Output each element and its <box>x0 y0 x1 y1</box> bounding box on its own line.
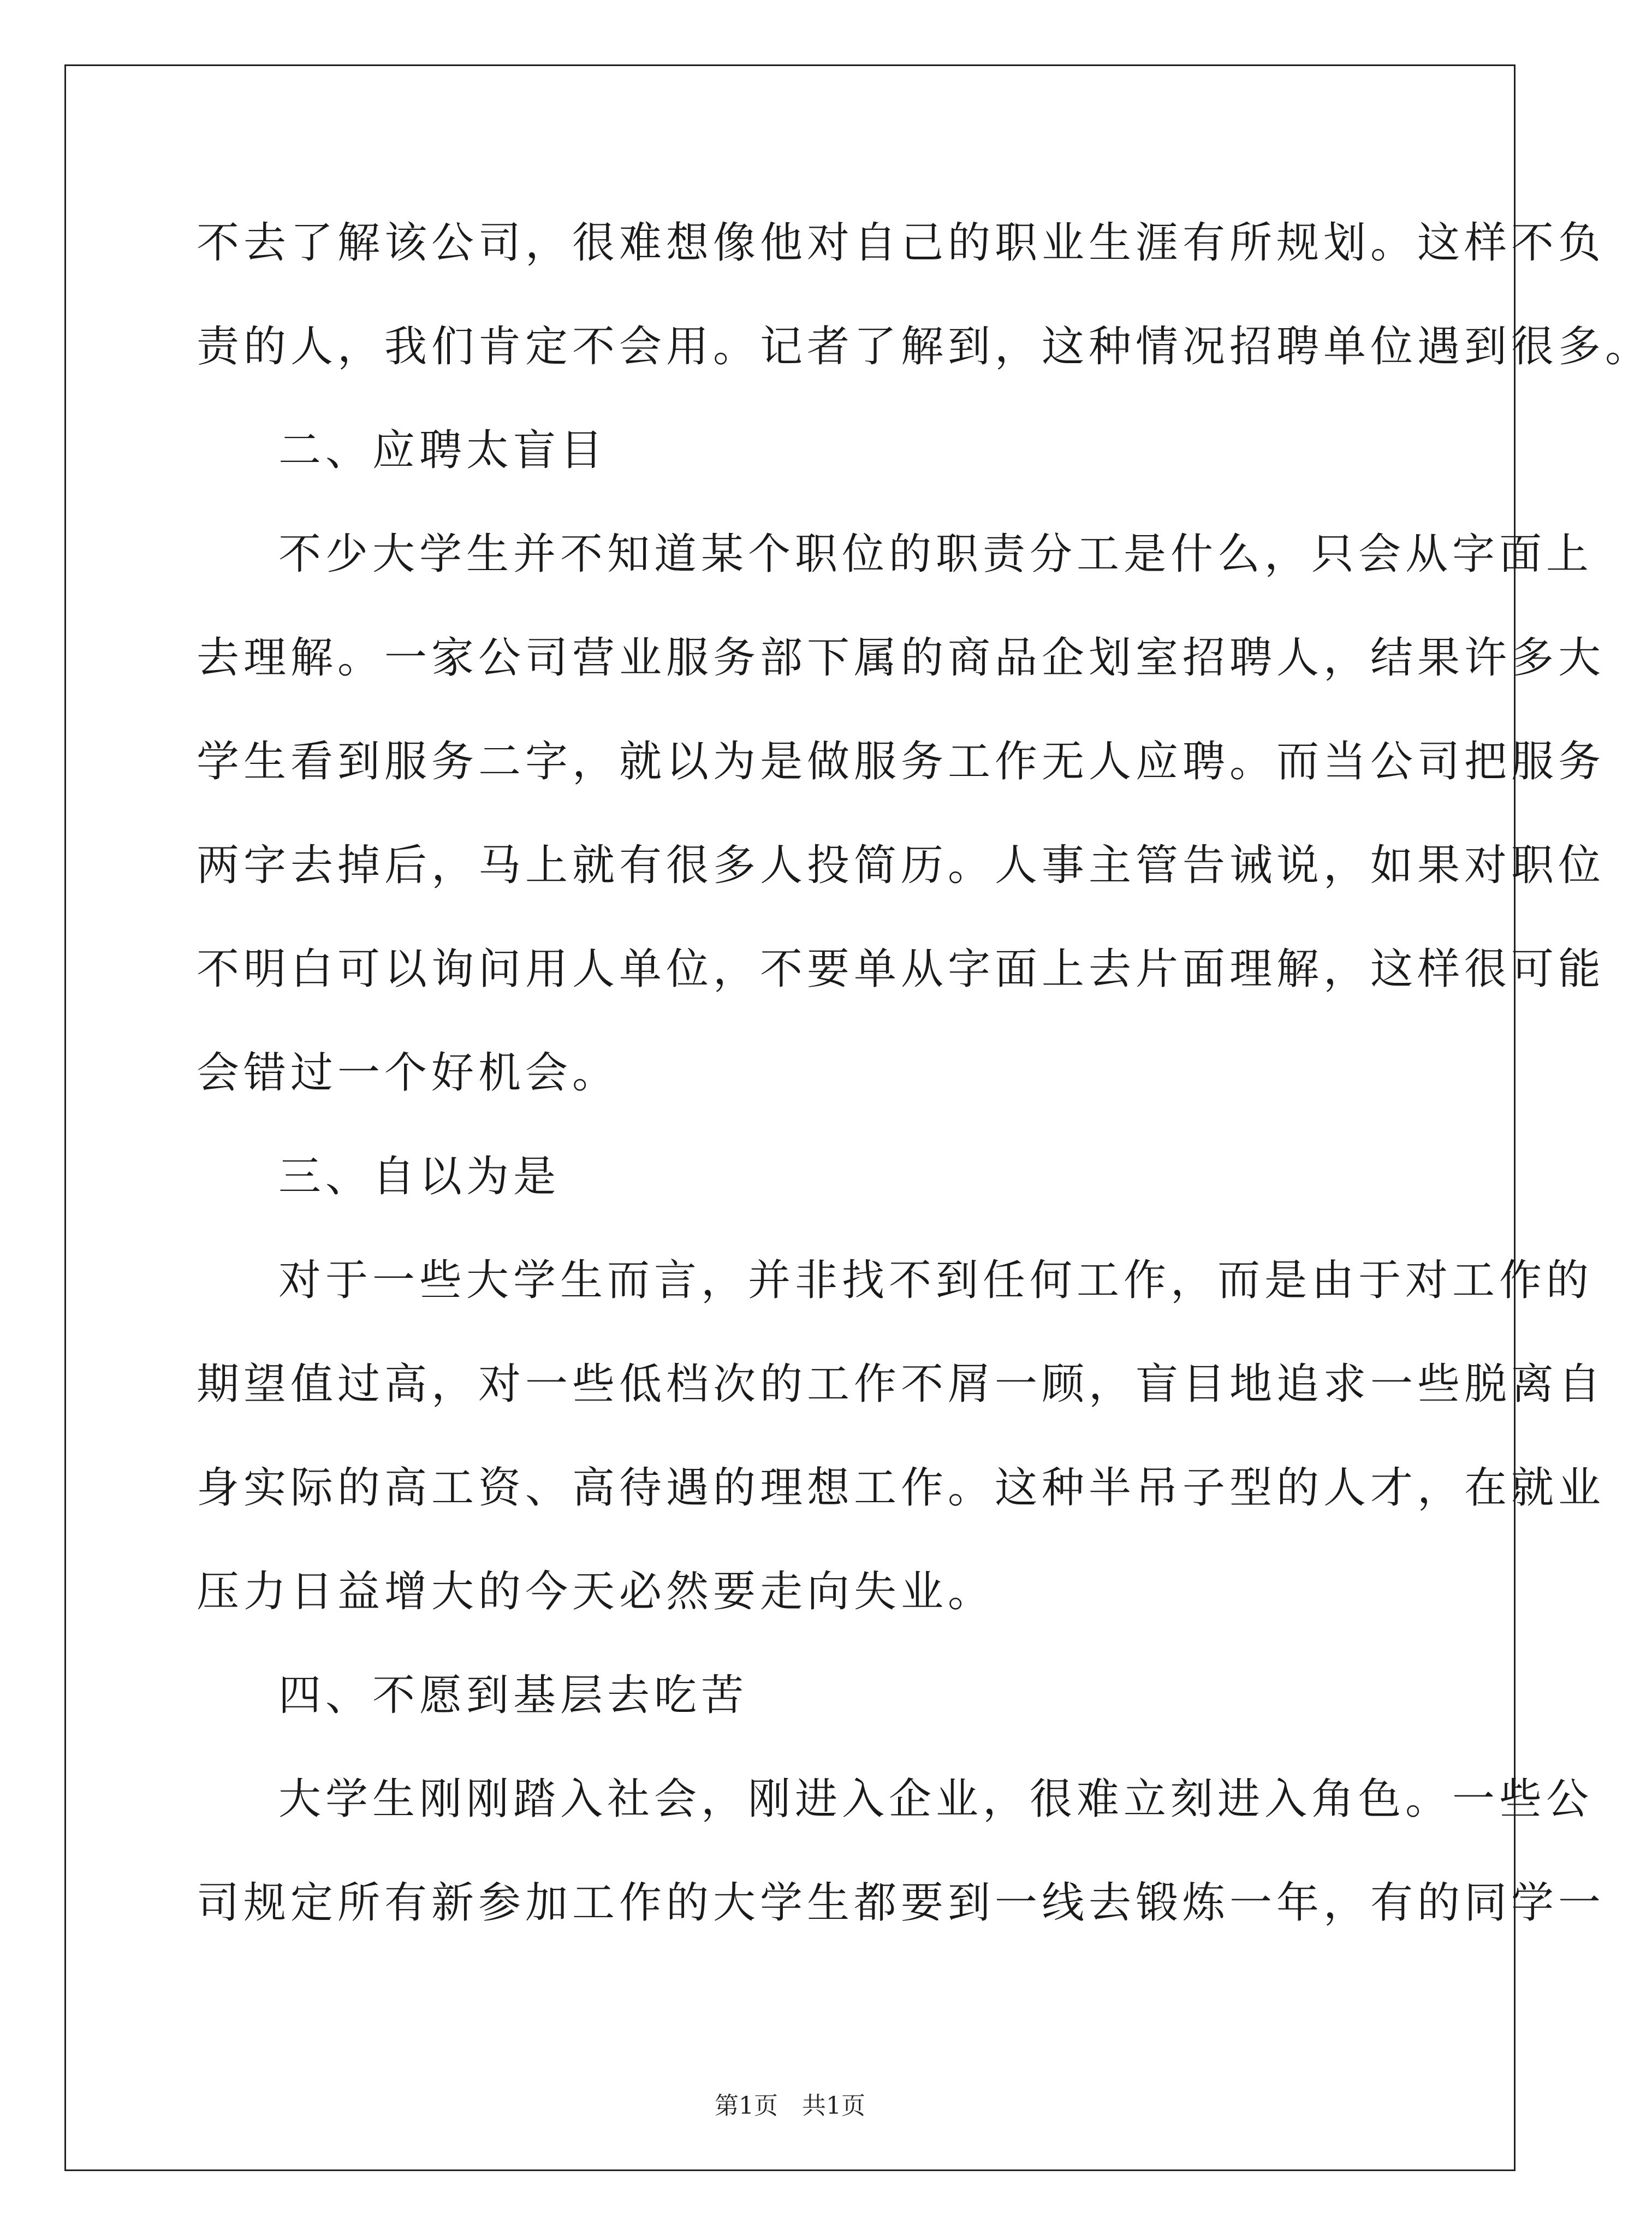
section-heading: 四、不愿到基层去吃苦 <box>278 1671 748 1720</box>
text-line: 去理解。一家公司营业服务部下属的商品企划室招聘人，结果许多大 <box>197 633 1606 683</box>
text-line: 不去了解该公司，很难想像他对自己的职业生涯有所规划。这样不负 <box>197 218 1606 268</box>
text-line: 不明白可以询问用人单位，不要单从字面上去片面理解，这样很可能 <box>197 945 1606 994</box>
text-line: 学生看到服务二字，就以为是做服务工作无人应聘。而当公司把服务 <box>197 737 1606 786</box>
text-line: 压力日益增大的今天必然要走向失业。 <box>197 1567 995 1616</box>
text-line: 司规定所有新参加工作的大学生都要到一线去锻炼一年，有的同学一 <box>197 1878 1606 1928</box>
text-line: 责的人，我们肯定不会用。记者了解到，这种情况招聘单位遇到很多。 <box>197 322 1652 371</box>
text-line: 身实际的高工资、高待遇的理想工作。这种半吊子型的人才，在就业 <box>197 1463 1606 1513</box>
text-line: 不少大学生并不知道某个职位的职责分工是什么，只会从字面上 <box>278 530 1594 579</box>
document-body <box>197 210 1652 1974</box>
text-line: 会错过一个好机会。 <box>197 1048 620 1098</box>
text-line: 期望值过高，对一些低档次的工作不屑一顾，盲目地追求一些脱离自 <box>197 1360 1606 1409</box>
page-footer: 第1页 共1页 <box>715 2092 865 2120</box>
text-line: 大学生刚刚踏入社会，刚进入企业，很难立刻进入角色。一些公 <box>278 1775 1594 1824</box>
section-heading: 二、应聘太盲目 <box>278 426 608 475</box>
text-line: 两字去掉后，马上就有很多人投简历。人事主管告诫说，如果对职位 <box>197 841 1606 890</box>
text-line: 对于一些大学生而言，并非找不到任何工作，而是由于对工作的 <box>278 1256 1594 1305</box>
section-heading: 三、自以为是 <box>278 1152 561 1201</box>
